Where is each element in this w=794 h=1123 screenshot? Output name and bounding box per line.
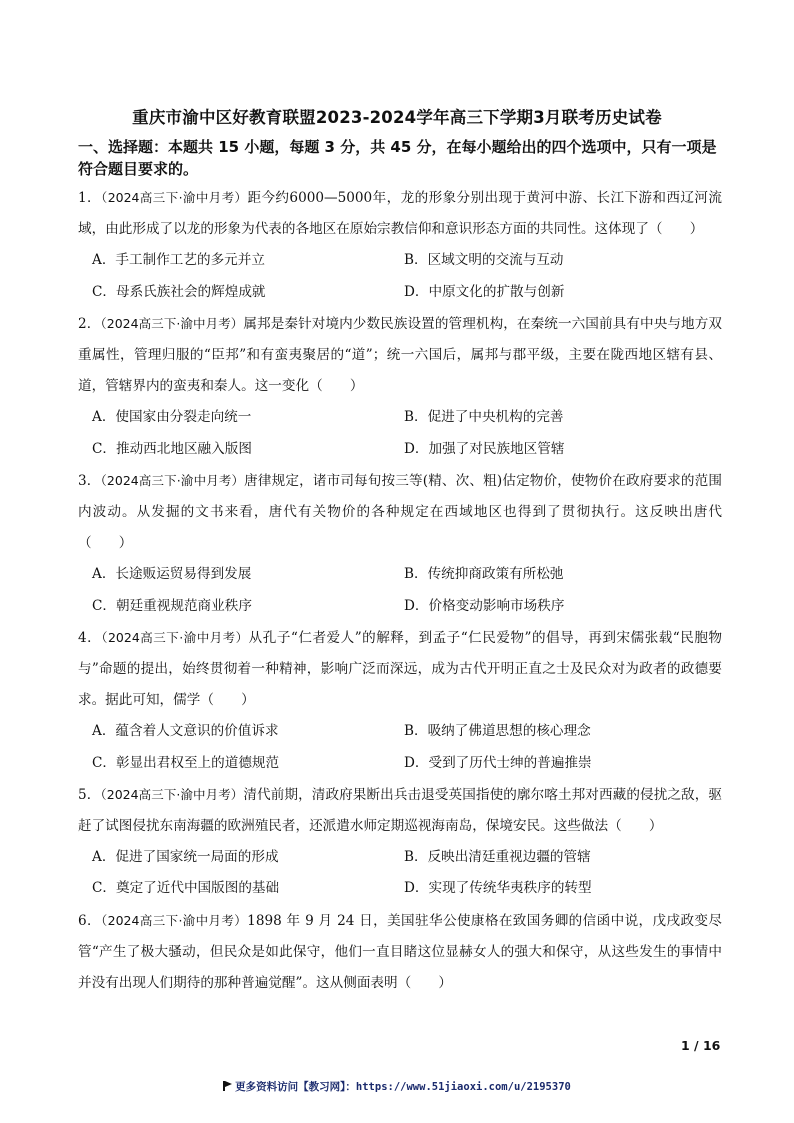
options-row	[78, 402, 722, 433]
option-b[interactable]: B．吸纳了佛道思想的核心理念	[404, 723, 591, 740]
options-row	[78, 748, 722, 779]
options-row	[78, 559, 722, 590]
options-row	[78, 434, 722, 465]
option-c[interactable]: C．彰显出君权至上的道德规范	[92, 754, 280, 771]
option-a[interactable]: A．促进了国家统一局面的形成	[92, 849, 279, 866]
option-d[interactable]: D．价格变动影响市场秩序	[404, 597, 565, 614]
options-row	[78, 245, 722, 276]
option-d[interactable]: D．加强了对民族地区管辖	[404, 440, 565, 457]
question-number: 6．	[78, 912, 101, 929]
questions-container	[78, 182, 722, 999]
option-c[interactable]: C．母系氏族社会的辉煌成就	[92, 283, 266, 300]
question-1	[78, 182, 722, 245]
options-row	[78, 842, 722, 873]
question-stem: 唐律规定，诸市司每旬按三等(精、次、粗)估定物价，使物价在政府要求的范围内波动。从发掘的文书来看，唐代有关物价的各种规定在西域地区也得到了贯彻执行。这反映出唐代（ ）	[78, 472, 722, 552]
question-6	[78, 905, 722, 1000]
options-row	[78, 277, 722, 308]
question-stem: 从孔子“仁者爱人”的解释，到孟子“仁民爱物”的倡导，再到宋儒张载“民胞物与”命题的提出，始终贯彻着一种精神，影响广泛而深远，成为古代开明正直之士及民众对为政者的政德要求。据此可知，儒学（ ）	[78, 629, 722, 709]
question-source: （2024高三下·渝中月考）	[101, 190, 248, 205]
option-d[interactable]: D．受到了历代士绅的普遍推崇	[404, 754, 592, 771]
question-stem: 1898 年 9 月 24 日，美国驻华公使康格在致国务卿的信函中说，戊戌政变尽管“产生了极大骚动，但民众是如此保守，他们一直目睹这位显赫女人的强大和保守，从这些发生的事情中并没有出现人们期待的那种普遍觉醒”。这从侧面表明（ ）	[78, 912, 722, 991]
option-b[interactable]: B．传统抑商政策有所松弛	[404, 566, 564, 583]
option-a[interactable]: A．长途贩运贸易得到发展	[92, 566, 252, 583]
options-row	[78, 716, 722, 747]
option-d[interactable]: D．中原文化的扩散与创新	[404, 283, 565, 300]
question-source: （2024高三下·渝中月考）	[101, 629, 249, 645]
question-number: 1．	[78, 190, 102, 206]
option-a[interactable]: A．手工制作工艺的多元并立	[92, 252, 265, 269]
question-4	[78, 622, 722, 717]
question-source: （2024高三下·渝中月考）	[100, 315, 244, 331]
flag-icon	[223, 1081, 232, 1091]
option-a[interactable]: A．使国家由分裂走向统一	[92, 409, 252, 426]
option-b[interactable]: B．区域文明的交流与互动	[404, 252, 564, 269]
question-3	[78, 465, 722, 560]
question-source: （2024高三下·渝中月考）	[100, 786, 244, 802]
footer-text[interactable]: 更多资料访问【教习网】：https://www.51jiaoxi.com/u/2195370	[235, 1081, 571, 1093]
question-5	[78, 779, 722, 842]
question-2	[78, 308, 722, 403]
exam-title: 重庆市渝中区好教育联盟2023-2024学年高三下学期3月联考历史试卷	[132, 108, 662, 127]
section-heading: 一、选择题：本题共 15 小题，每题 3 分，共 45 分，在每小题给出的四个选项中，只有一项是符合题目要求的。	[78, 138, 717, 178]
question-stem: 清代前期，清政府果断出兵击退受英国指使的廓尔喀土邦对西藏的侵扰之敌，驱赶了试图侵扰东南海疆的欧洲殖民者，还派遣水师定期巡视海南岛，保境安民。这些做法（ ）	[78, 786, 722, 834]
option-c[interactable]: C．朝廷重视规范商业秩序	[92, 597, 252, 614]
option-c[interactable]: C．推动西北地区融入版图	[92, 440, 252, 457]
question-stem: 距今约6000—5000年，龙的形象分别出现于黄河中游、长江下游和西辽河流域，由此形成了以龙的形象为代表的各地区在原始宗教信仰和意识形态方面的共同性。这体现了（ ）	[78, 190, 722, 238]
option-a[interactable]: A．蕴含着人文意识的价值诉求	[92, 723, 279, 740]
option-d[interactable]: D．实现了传统华夷秩序的转型	[404, 880, 592, 897]
question-number: 3．	[78, 472, 101, 489]
footer-link[interactable]	[0, 1079, 794, 1094]
question-number: 5．	[78, 786, 101, 803]
option-b[interactable]: B．促进了中央机构的完善	[404, 409, 564, 426]
question-stem: 属邦是秦针对境内少数民族设置的管理机构，在秦统一六国前具有中央与地方双重属性，管理归服的“臣邦”和有蛮夷聚居的“道”；统一六国后，属邦与郡平级，主要在陇西地区辖有县、道，管辖界内的蛮夷和秦人。这一变化（ ）	[78, 315, 722, 395]
page-number: 1 / 16	[681, 1038, 721, 1053]
options-row	[78, 591, 722, 622]
options-row	[78, 873, 722, 904]
question-source: （2024高三下·渝中月考）	[100, 472, 245, 488]
option-c[interactable]: C．奠定了近代中国版图的基础	[92, 880, 280, 897]
question-source: （2024高三下·渝中月考）	[101, 912, 248, 928]
question-number: 4．	[78, 629, 102, 646]
question-number: 2．	[78, 315, 101, 332]
option-b[interactable]: B．反映出清廷重视边疆的管辖	[404, 849, 591, 866]
